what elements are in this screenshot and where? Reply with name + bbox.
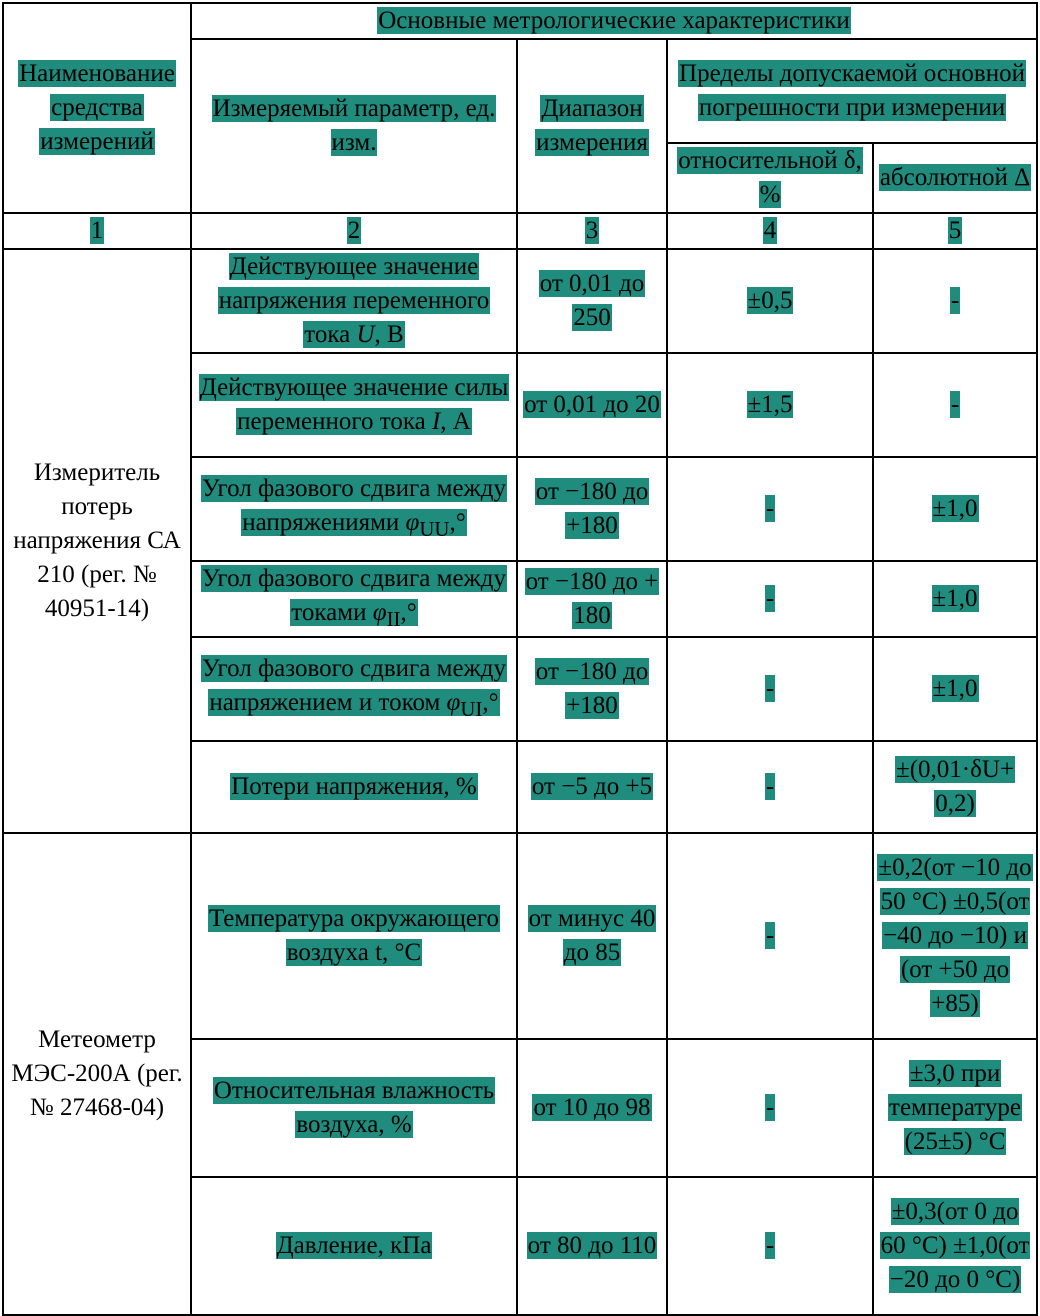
- param-cell: Давление, кПа: [191, 1177, 517, 1315]
- absolute-error-cell: -: [873, 353, 1037, 457]
- param-cell: Действующее значение напряжения переменного тока U, В: [191, 249, 517, 353]
- relative-error-cell: ±0,5: [667, 249, 873, 353]
- param-symbol: φ: [372, 599, 387, 626]
- range-cell: от 80 до 110: [517, 1177, 667, 1315]
- relative-error-cell: -: [667, 637, 873, 741]
- relative-error-cell: ±1,5: [667, 353, 873, 457]
- param-symbol: I: [431, 408, 441, 435]
- absolute-error-cell: ±(0,01·δU+ 0,2): [873, 741, 1037, 833]
- param-cell: Угол фазового сдвига между напряжением и током $\varphi_{UI},^\circ$: [191, 637, 517, 741]
- absolute-error-cell: ±0,3(от 0 до 60 °С) ±1,0(от −20 до 0 °С): [873, 1177, 1037, 1315]
- param-cell: Угол фазового сдвига между токами $\varphi_{II},^\circ$: [191, 561, 517, 637]
- absolute-error-cell: ±3,0 при температуре (25±5) °С: [873, 1039, 1037, 1177]
- column-number-row: [3, 213, 1037, 249]
- header-col-absolute: абсолютной Δ: [873, 143, 1037, 213]
- range-cell: от −180 до + 180: [517, 561, 667, 637]
- range-cell: от 10 до 98: [517, 1039, 667, 1177]
- header-col-limits: Пределы допускаемой основной погрешности при измерении: [667, 39, 1037, 143]
- range-cell: от минус 40 до 85: [517, 833, 667, 1039]
- range-cell: от 0,01 до 20: [517, 353, 667, 457]
- absolute-error-cell: ±0,2(от −10 до 50 °С) ±0,5(от −40 до −10) и (от +50 до +85): [873, 833, 1037, 1039]
- param-symbol: φ: [446, 689, 461, 716]
- header-col-param: Измеряемый параметр, ед. изм.: [191, 39, 517, 213]
- relative-error-cell: -: [667, 1039, 873, 1177]
- header-col-name: Наименование средства измерений: [3, 3, 191, 213]
- table-row: [3, 833, 1037, 1039]
- param-cell: Угол фазового сдвига между напряжениями $\varphi_{UU},^\circ$: [191, 457, 517, 561]
- range-cell: от −180 до +180: [517, 637, 667, 741]
- relative-error-cell: -: [667, 457, 873, 561]
- header-main-title: Основные метрологические характеристики: [191, 3, 1037, 39]
- header-col-range: Диапазон измерения: [517, 39, 667, 213]
- relative-error-cell: -: [667, 1177, 873, 1315]
- relative-error-cell: -: [667, 833, 873, 1039]
- absolute-error-cell: ±1,0: [873, 457, 1037, 561]
- absolute-error-cell: -: [873, 249, 1037, 353]
- table-row: [3, 249, 1037, 353]
- relative-error-cell: -: [667, 741, 873, 833]
- absolute-error-cell: ±1,0: [873, 561, 1037, 637]
- range-cell: от −180 до +180: [517, 457, 667, 561]
- absolute-error-cell: ±1,0: [873, 637, 1037, 741]
- column-number: 5: [873, 213, 1037, 249]
- header-col-relative: относительной δ, %: [667, 143, 873, 213]
- metrology-table: [2, 2, 1038, 1316]
- param-cell: Температура окружающего воздуха t, °С: [191, 833, 517, 1039]
- column-number: 1: [3, 213, 191, 249]
- relative-error-cell: -: [667, 561, 873, 637]
- param-cell: Потери напряжения, %: [191, 741, 517, 833]
- range-cell: от −5 до +5: [517, 741, 667, 833]
- column-number: 3: [517, 213, 667, 249]
- column-number: 4: [667, 213, 873, 249]
- param-symbol: φ: [405, 509, 420, 536]
- param-cell: Действующее значение силы переменного тока I, А: [191, 353, 517, 457]
- column-number: 2: [191, 213, 517, 249]
- instrument-name: Измеритель потерь напряжения СА 210 (рег. № 40951-14): [3, 249, 191, 833]
- range-cell: от 0,01 до 250: [517, 249, 667, 353]
- param-symbol: U: [356, 321, 375, 348]
- instrument-name: Метеометр МЭС-200А (рег. № 27468-04): [3, 833, 191, 1315]
- param-cell: Относительная влажность воздуха, %: [191, 1039, 517, 1177]
